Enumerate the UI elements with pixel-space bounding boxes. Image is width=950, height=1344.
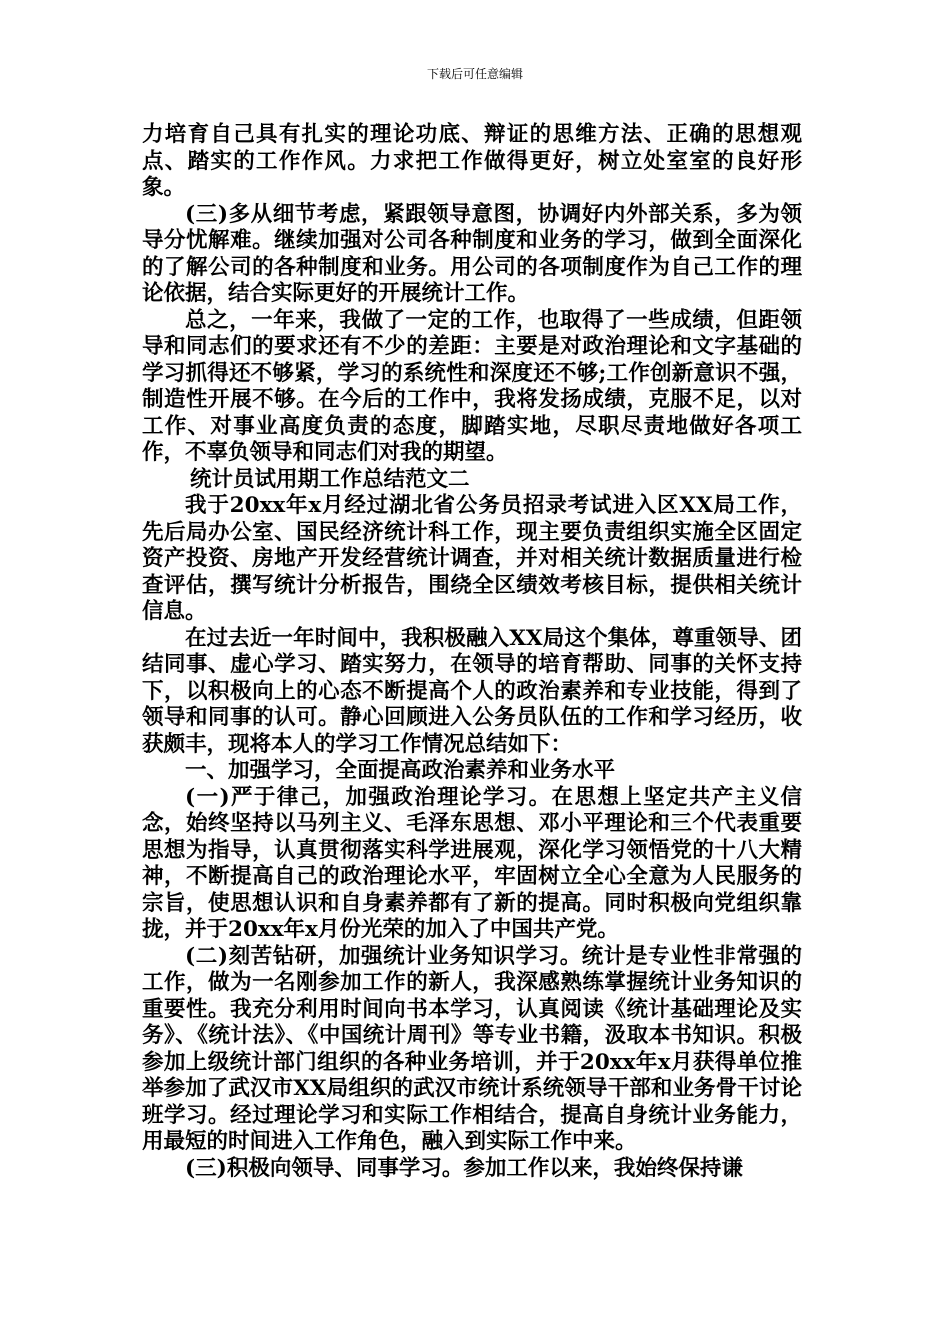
paragraph-point-3: (三)积极向领导、同事学习。参加工作以来，我始终保持谦 — [185, 1155, 743, 1181]
paragraph-point-1: (一)严于律己，加强政治理论学习。在思想上坚定共产主义信念，始终坚持以马列主义、毛泽东思想、邓小平理论和三个代表重要思想为指导，认真贯彻落实科学进展观，深化学习领悟党的十八大精神，不断提高自己的政治理论水平，牢固树立全心全意为人民服务的宗旨，使思想认识和自身素养都有了新的提高。同时积极向党组织靠拢，并于20xx年x月份光荣的加入了中国共产党。 — [142, 784, 802, 942]
paragraph-summary: 总之，一年来，我做了一定的工作，也取得了一些成绩，但距领导和同志们的要求还有不少的差距：主要是对政治理论和文字基础的学习抓得还不够紧，学习的系统性和深度还不够;工作创新意识不强，制造性开展不够。在今后的工作中，我将发扬成绩，克服不足，以对工作、对事业高度负责的态度，脚踏实地，尽职尽责地做好各项工作，不辜负领导和同志们对我的期望。 — [142, 307, 802, 465]
section-title: 统计员试用期工作总结范文二 — [190, 466, 470, 492]
page-header-note: 下载后可任意编辑 — [426, 67, 523, 81]
section-heading-1: 一、加强学习，全面提高政治素养和业务水平 — [185, 758, 616, 783]
paragraph-intro: 我于20xx年x月经过湖北省公务员招录考试进入区XX局工作，先后局办公室、国民经济统计科工作，现主要负责组织实施全区固定资产投资、房地产开发经营统计调查，并对相关统计数据质量进行检查评估，撰写统计分析报告，围绕全区绩效考核目标，提供相关统计信息。 — [142, 493, 802, 624]
paragraph-item-3: (三)多从细节考虑，紧跟领导意图，协调好内外部关系，多为领导分忧解难。继续加强对公司各种制度和业务的学习，做到全面深化的了解公司的各种制度和业务。用公司的各项制度作为自己工作的理论依据，结合实际更好的开展统计工作。 — [142, 201, 802, 306]
paragraph-review: 在过去近一年时间中，我积极融入XX局这个集体，尊重领导、团结同事、虚心学习、踏实努力，在领导的培育帮助、同事的关怀支持下，以积极向上的心态不断提高个人的政治素养和专业技能，得到了领导和同事的认可。静心回顾进入公务员队伍的工作和学习经历，收获颇丰，现将本人的学习工作情况总结如下： — [142, 625, 802, 757]
paragraph-continuation: 力培育自己具有扎实的理论功底、辩证的思维方法、正确的思想观点、踏实的工作作风。力求把工作做得更好，树立处室室的良好形象。 — [142, 122, 802, 200]
document-body — [142, 122, 802, 1182]
paragraph-point-2: (二)刻苦钻研，加强统计业务知识学习。统计是专业性非常强的工作，做为一名刚参加工作的新人，我深感熟练掌握统计业务知识的重要性。我充分利用时间向书本学习，认真阅读《统计基础理论及实务》、《统计法》、《中国统计周刊》等专业书籍，汲取本书知识。积极参加上级统计部门组织的各种业务培训，并于20xx年x月获得单位推举参加了武汉市XX局组织的武汉市统计系统领导干部和业务骨干讨论班学习。经过理论学习和实际工作相结合，提高自身统计业务能力，用最短的时间进入工作角色，融入到实际工作中来。 — [142, 943, 802, 1154]
